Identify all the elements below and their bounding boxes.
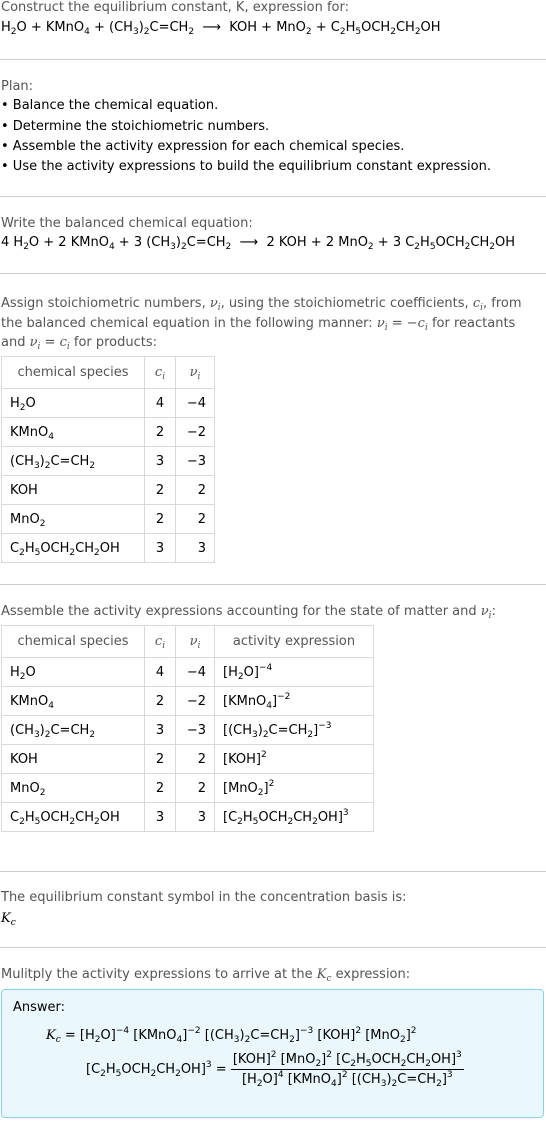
fraction-denominator: $[H_2O]^4$ [KMnO$_4$]$^2$ $[(CH_3)_2C=CH_2]^3$ [241,1070,453,1089]
nu-cell: 2 [176,745,215,774]
activity-cell: $[C_2H_5OCH_2CH_2OH]^3$ [215,803,374,832]
table-row [2,687,374,716]
kc-fraction [231,1052,464,1087]
c-cell: 2 [145,745,176,774]
nu-cell: −2 [176,687,215,716]
c-cell: 2 [145,774,176,803]
plan-step: • Balance the chemical equation. [1,98,219,113]
reaction-equation: $H_2O$ + KMnO$_4$ + $(CH_3)_2C=CH_2$ ⟶ KOH + $MnO_2 + C_2H_5OCH_2CH_2OH$ [1,20,441,37]
nu-cell: −4 [176,389,215,418]
c-cell: 2 [145,505,176,534]
answer-line-2: $[C_2H_5OCH_2CH_2OH]^3$ = $\frac{[KOH]^2 [MnO_2]^2 [C_2H_5OCH_2CH_2OH]^3}{[H_2O]^4 [KMnO_4]^2 [(CH_3)_2C=CH_2]^3}$ [86,1050,462,1089]
activity-cell: $[MnO_2]^2$ [215,774,374,803]
activity-table [1,625,374,832]
separator [0,196,546,197]
species-cell: $H_2O$ [2,658,145,687]
col-header-nu: $\nu_i$ [176,357,215,389]
c-cell: 3 [145,716,176,745]
species-cell: $(CH_3)_2C=CH_2$ [2,447,145,476]
answer-box [1,989,544,1118]
col-header-activity: activity expression [215,626,374,658]
separator [0,871,546,872]
table-row [2,447,215,476]
activity-cell: $[(CH_3)_2C=CH_2]^{-3}$ [215,716,374,745]
intro-title: Construct the equilibrium constant, K, expression for: [1,0,349,15]
table-row [2,745,374,774]
fraction-numerator: [KOH]$^2$ $[MnO_2]^2$ $[C_2H_5OCH_2CH_2OH]^3$ [232,1050,462,1069]
nu-cell: −4 [176,658,215,687]
nu-cell: 2 [176,505,215,534]
c-cell: 3 [145,534,176,563]
table-row [2,534,215,563]
multiply-heading: Mulitply the activity expressions to arrive at the $K_c$ expression: [1,967,411,984]
balanced-equation: 4 $H_2O + 2$ KMnO$_4$ + 3 $(CH_3)_2C=CH_2$ ⟶ 2 KOH + 2 MnO$_2$ + 3 $C_2H_5OCH_2CH_2OH$ [1,235,515,252]
separator [0,947,546,948]
table-row [2,418,215,447]
nu-cell: 2 [176,774,215,803]
species-cell: KOH [2,745,145,774]
symbol-heading: The equilibrium constant symbol in the concentration basis is: [1,890,407,905]
nu-cell: 2 [176,476,215,505]
nu-cell: −2 [176,418,215,447]
separator [0,59,546,60]
nu-cell: 3 [176,803,215,832]
balanced-heading: Write the balanced chemical equation: [1,216,253,231]
col-header-c: $c_i$ [145,626,176,658]
stoich-text-line: Assign stoichiometric numbers, $\nu_i$, using the stoichiometric coefficients, $c_i$, from [1,296,522,313]
species-cell: KOH [2,476,145,505]
table-row [2,658,374,687]
c-cell: 2 [145,418,176,447]
activity-cell: [KOH]$^2$ [215,745,374,774]
c-cell: 3 [145,803,176,832]
nu-cell: −3 [176,447,215,476]
answer-line-1: $K_c = [H_2O]^{-4}$ [KMnO$_4$]$^{-2}$ $[(CH_3)_2C=CH_2]^{-3}$ [KOH]$^2$ $[MnO_2]^2$ [46,1026,417,1045]
species-cell: $C_2H_5OCH_2CH_2OH$ [2,534,145,563]
species-cell: MnO$_2$ [2,774,145,803]
stoich-text-line: and $\nu_i = c_i$ for products: [1,335,158,352]
answer-label: Answer: [13,1000,66,1015]
species-cell: KMnO$_4$ [2,687,145,716]
stoich-text-line: the balanced chemical equation in the following manner: $\nu_i = -c_i$ for reactants [1,316,516,333]
nu-cell: 3 [176,534,215,563]
table-row [2,505,215,534]
table-row [2,476,215,505]
table-row [2,389,215,418]
plan-step: • Use the activity expressions to build the equilibrium constant expression. [1,159,491,174]
c-cell: 3 [145,447,176,476]
table-row [2,716,374,745]
col-header-species: chemical species [2,626,145,658]
table-row [2,803,374,832]
separator [0,273,546,274]
c-cell: 4 [145,658,176,687]
stoich-table [1,356,215,563]
table-row [2,774,374,803]
plan-step: • Assemble the activity expression for each chemical species. [1,139,405,154]
symbol-value: $K_c$ [1,911,16,928]
species-cell: $H_2O$ [2,389,145,418]
species-cell: MnO$_2$ [2,505,145,534]
plan-heading: Plan: [1,79,34,94]
c-cell: 2 [145,476,176,505]
col-header-nu: $\nu_i$ [176,626,215,658]
col-header-c: $c_i$ [145,357,176,389]
activity-heading: Assemble the activity expressions accounting for the state of matter and $\nu_i$: [1,604,496,621]
separator [0,584,546,585]
plan-step: • Determine the stoichiometric numbers. [1,119,270,134]
nu-cell: −3 [176,716,215,745]
col-header-species: chemical species [2,357,145,389]
c-cell: 4 [145,389,176,418]
activity-cell: [KMnO$_4$]$^{-2}$ [215,687,374,716]
activity-cell: $[H_2O]^{-4}$ [215,658,374,687]
species-cell: KMnO$_4$ [2,418,145,447]
c-cell: 2 [145,687,176,716]
species-cell: $C_2H_5OCH_2CH_2OH$ [2,803,145,832]
species-cell: $(CH_3)_2C=CH_2$ [2,716,145,745]
